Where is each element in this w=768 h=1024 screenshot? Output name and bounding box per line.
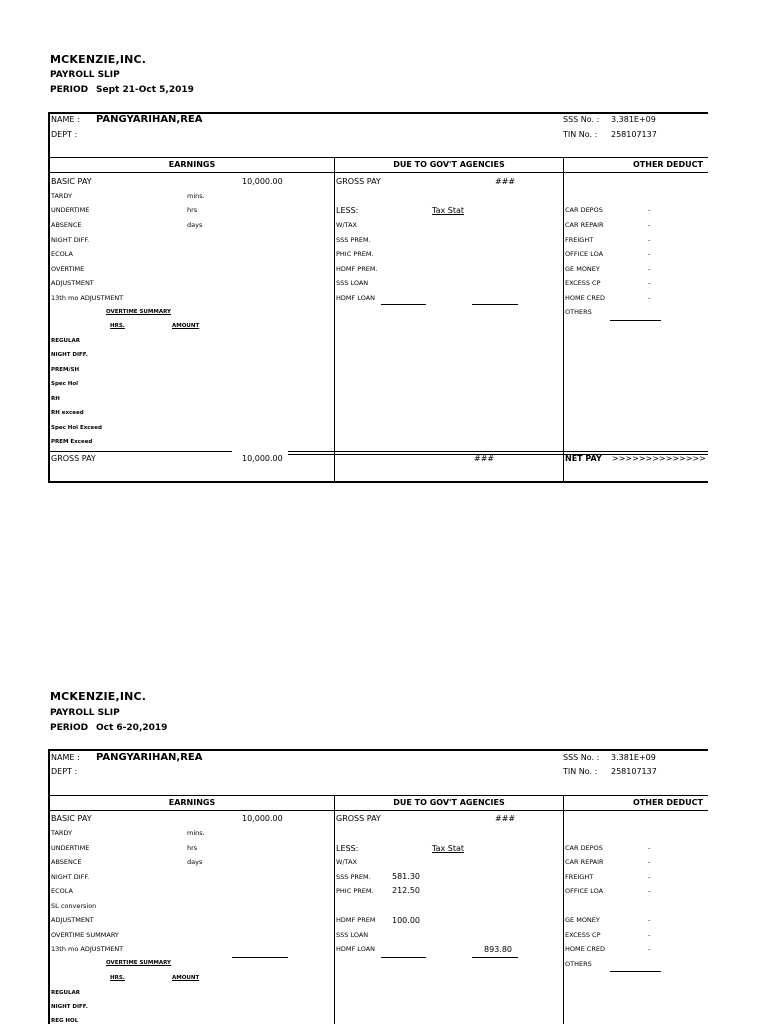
name-label: NAME : bbox=[51, 753, 80, 762]
govt-total-underline bbox=[472, 304, 518, 305]
ot-row: Spec Hol bbox=[51, 381, 79, 387]
less-label: LESS: bbox=[336, 206, 359, 215]
govt-gross-value: ### bbox=[495, 814, 516, 823]
other-item-value: - bbox=[648, 873, 651, 881]
header-top-line bbox=[48, 795, 708, 796]
employee-name: PANGYARIHAN,REA bbox=[96, 114, 203, 125]
other-item-value: - bbox=[648, 945, 651, 953]
absence-label: ABSENCE bbox=[51, 221, 82, 229]
tin-value: 258107137 bbox=[611, 767, 657, 776]
govt-item-value: 100.00 bbox=[392, 916, 420, 925]
earning-line: OVERTIME SUMMARY bbox=[51, 931, 119, 939]
ot-row: PREM Exceed bbox=[51, 439, 93, 445]
absence-unit: days bbox=[187, 858, 203, 866]
ot-summary-title: OVERTIME SUMMARY bbox=[106, 960, 172, 966]
other-item: CAR REPAIR bbox=[565, 221, 604, 229]
govt-item: W/TAX bbox=[336, 858, 357, 866]
ot-hrs-header: HRS. bbox=[110, 975, 125, 981]
earning-line: NIGHT DIFF. bbox=[51, 236, 90, 244]
document-title: PAYROLL SLIP bbox=[50, 708, 120, 718]
other-item: CAR DEPOS bbox=[565, 844, 603, 852]
other-item: GE MONEY bbox=[565, 265, 600, 273]
govt-item: HDMF LOAN bbox=[336, 945, 376, 953]
govt-item: W/TAX bbox=[336, 221, 357, 229]
other-item: OFFICE LOA bbox=[565, 250, 604, 258]
others-label: OTHERS bbox=[565, 308, 592, 316]
period-value: Oct 6-20,2019 bbox=[96, 723, 168, 733]
other-item-value: - bbox=[648, 931, 651, 939]
govt-gross-value: ### bbox=[495, 177, 516, 186]
tardy-unit: mins. bbox=[187, 192, 205, 200]
other-item: HOME CRED bbox=[565, 294, 605, 302]
ot-row: RH exceed bbox=[51, 410, 84, 416]
other-item-value: - bbox=[648, 916, 651, 924]
other-item: EXCESS CP bbox=[565, 931, 601, 939]
undertime-label: UNDERTIME bbox=[51, 844, 90, 852]
earning-line: NIGHT DIFF. bbox=[51, 873, 90, 881]
other-item-value: - bbox=[648, 221, 651, 229]
less-label: LESS: bbox=[336, 844, 359, 853]
govt-item: SSS PREM. bbox=[336, 873, 371, 881]
other-item: HOME CRED bbox=[565, 945, 605, 953]
header-bottom-line bbox=[48, 172, 708, 173]
document-title: PAYROLL SLIP bbox=[50, 70, 120, 80]
ot-summary-title: OVERTIME SUMMARY bbox=[106, 309, 172, 315]
tardy-label: TARDY bbox=[51, 829, 73, 837]
govt-item-value: 581.30 bbox=[392, 872, 420, 881]
undertime-unit: hrs bbox=[187, 206, 198, 214]
ot-row: NIGHT DIFF. bbox=[51, 352, 88, 358]
ot-row: REGULAR bbox=[51, 990, 80, 996]
gross-pay-label: GROSS PAY bbox=[51, 454, 96, 463]
ot-hrs-header: HRS. bbox=[110, 323, 125, 329]
earning-line: SL conversion bbox=[51, 902, 97, 910]
basic-pay-label: BASIC PAY bbox=[51, 814, 92, 823]
period-value: Sept 21-Oct 5,2019 bbox=[96, 85, 194, 95]
govt-header: DUE TO GOV'T AGENCIES bbox=[393, 798, 505, 807]
others-label: OTHERS bbox=[565, 960, 592, 968]
govt-gross-label: GROSS PAY bbox=[336, 177, 381, 186]
period-label: PERIOD bbox=[50, 723, 89, 733]
basic-pay-label: BASIC PAY bbox=[51, 177, 92, 186]
other-item: FREIGHT bbox=[565, 236, 594, 244]
frame-top bbox=[48, 749, 708, 751]
other-deductions-header: OTHER DEDUCT bbox=[633, 798, 703, 807]
gross-line-right bbox=[288, 451, 708, 452]
other-deductions-header: OTHER DEDUCT bbox=[633, 160, 703, 169]
earning-line: ADJUSTMENT bbox=[51, 916, 94, 924]
name-label: NAME : bbox=[51, 115, 80, 124]
other-item-value: - bbox=[648, 887, 651, 895]
net-pay-arrows: >>>>>>>>>>>>>> bbox=[612, 454, 706, 463]
govt-item: PHIC PREM. bbox=[336, 250, 374, 258]
tardy-unit: mins. bbox=[187, 829, 205, 837]
col-divider-1 bbox=[334, 795, 335, 1024]
absence-label: ABSENCE bbox=[51, 858, 82, 866]
ot-row: PREM/SH bbox=[51, 367, 80, 373]
other-item-value: - bbox=[648, 265, 651, 273]
hdmf-loan-underline bbox=[381, 304, 426, 305]
ot-row: REGULAR bbox=[51, 338, 80, 344]
other-item-value: - bbox=[648, 279, 651, 287]
others-underline bbox=[610, 320, 661, 321]
govt-gross-label: GROSS PAY bbox=[336, 814, 381, 823]
earning-line: OVERTIME bbox=[51, 265, 85, 273]
govt-total-underline bbox=[472, 957, 518, 958]
col-divider-2 bbox=[563, 795, 564, 1024]
govt-total-value: 893.80 bbox=[484, 945, 512, 954]
tax-stat-label: Tax Stat bbox=[432, 844, 464, 853]
col-divider-1 bbox=[334, 157, 335, 482]
tin-label: TIN No. : bbox=[563, 130, 598, 139]
other-item-value: - bbox=[648, 294, 651, 302]
other-item: EXCESS CP bbox=[565, 279, 601, 287]
earnings-header: EARNINGS bbox=[168, 160, 216, 169]
others-underline bbox=[610, 971, 661, 972]
employee-name: PANGYARIHAN,REA bbox=[96, 752, 203, 763]
ot-row: REG HOL bbox=[51, 1018, 79, 1024]
govt-item: SSS PREM. bbox=[336, 236, 371, 244]
earning-line: ADJUSTMENT bbox=[51, 279, 94, 287]
basic-pay-value: 10,000.00 bbox=[242, 177, 283, 186]
govt-item: SSS LOAN bbox=[336, 279, 369, 287]
tin-value: 258107137 bbox=[611, 130, 657, 139]
govt-item: HDMF LOAN bbox=[336, 294, 376, 302]
govt-item: HDMF PREM. bbox=[336, 265, 378, 273]
col-divider-2 bbox=[563, 157, 564, 482]
ot-row: RH bbox=[51, 396, 60, 402]
tin-label: TIN No. : bbox=[563, 767, 598, 776]
sss-label: SSS No. : bbox=[563, 753, 600, 762]
frame-bottom bbox=[48, 481, 708, 483]
other-item: OFFICE LOA bbox=[565, 887, 604, 895]
header-top-line bbox=[48, 157, 708, 158]
tardy-label: TARDY bbox=[51, 192, 73, 200]
frame-left bbox=[48, 749, 50, 1024]
earning-line: 13th mo ADJUSTMENT bbox=[51, 945, 124, 953]
govt-item: SSS LOAN bbox=[336, 931, 369, 939]
govt-header: DUE TO GOV'T AGENCIES bbox=[393, 160, 505, 169]
other-item-value: - bbox=[648, 250, 651, 258]
header-bottom-line bbox=[48, 810, 708, 811]
gross-line-left bbox=[50, 451, 232, 452]
other-item: FREIGHT bbox=[565, 873, 594, 881]
govt-item: PHIC PREM. bbox=[336, 887, 374, 895]
other-item-value: - bbox=[648, 844, 651, 852]
adjustment-underline bbox=[232, 957, 288, 958]
ot-amount-header: AMOUNT bbox=[172, 975, 200, 981]
govt-item-value: 212.50 bbox=[392, 886, 420, 895]
basic-pay-value: 10,000.00 bbox=[242, 814, 283, 823]
dept-label: DEPT : bbox=[51, 130, 78, 139]
sss-value: 3.381E+09 bbox=[611, 115, 656, 124]
period-label: PERIOD bbox=[50, 85, 89, 95]
sss-value: 3.381E+09 bbox=[611, 753, 656, 762]
ot-row: Spec Hol Exceed bbox=[51, 425, 102, 431]
earning-line: ECOLA bbox=[51, 887, 73, 895]
other-item: CAR REPAIR bbox=[565, 858, 604, 866]
company-name: MCKENZIE,INC. bbox=[50, 690, 147, 703]
earning-line: 13th mo ADJUSTMENT bbox=[51, 294, 124, 302]
other-item: CAR DEPOS bbox=[565, 206, 603, 214]
other-item-value: - bbox=[648, 236, 651, 244]
undertime-unit: hrs bbox=[187, 844, 198, 852]
earning-line: ECOLA bbox=[51, 250, 73, 258]
undertime-label: UNDERTIME bbox=[51, 206, 90, 214]
dept-label: DEPT : bbox=[51, 767, 78, 776]
earnings-header: EARNINGS bbox=[168, 798, 216, 807]
ot-row: NIGHT DIFF. bbox=[51, 1004, 88, 1010]
govt-item: HDMF PREM bbox=[336, 916, 376, 924]
govt-total-value: ### bbox=[474, 454, 495, 463]
ot-amount-header: AMOUNT bbox=[172, 323, 200, 329]
other-item-value: - bbox=[648, 206, 651, 214]
other-item: GE MONEY bbox=[565, 916, 600, 924]
company-name: MCKENZIE,INC. bbox=[50, 53, 147, 66]
gross-pay-value: 10,000.00 bbox=[242, 454, 283, 463]
hdmf-loan-underline bbox=[381, 957, 426, 958]
absence-unit: days bbox=[187, 221, 203, 229]
tax-stat-label: Tax Stat bbox=[432, 206, 464, 215]
net-pay-label: NET PAY bbox=[565, 454, 602, 463]
other-item-value: - bbox=[648, 858, 651, 866]
sss-label: SSS No. : bbox=[563, 115, 600, 124]
